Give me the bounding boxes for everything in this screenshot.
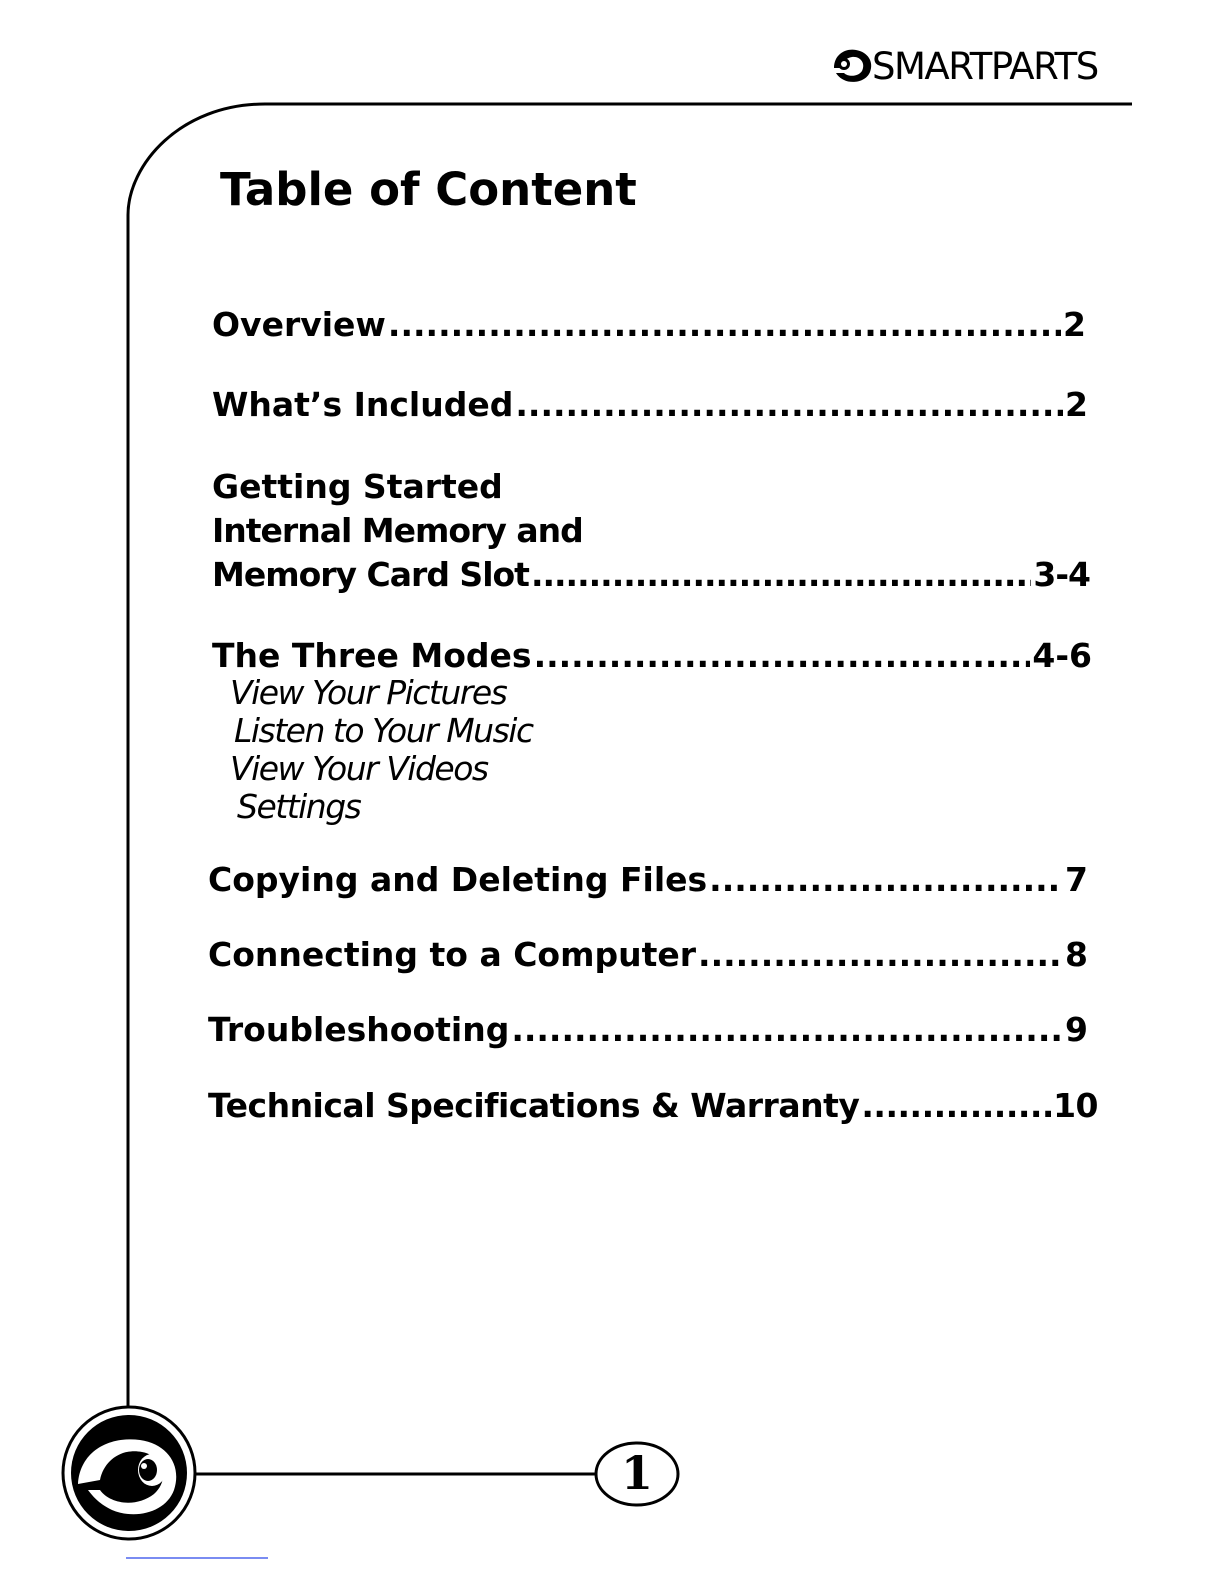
toc-entry-label: What’s Included (212, 385, 514, 424)
toc-entry-getting-started[interactable]: Getting Started (212, 467, 503, 506)
mode-item-videos[interactable]: View Your Videos (230, 749, 488, 788)
toc-entry-label: Memory Card Slot (212, 555, 529, 594)
toc-entry-tech-specs[interactable] (208, 1084, 1098, 1128)
dot-leader (531, 553, 1031, 597)
toc-entry-label: Connecting to a Computer (208, 935, 697, 974)
eye-icon (60, 1404, 198, 1542)
toc-entry-label: Overview (212, 305, 386, 344)
mode-item-music[interactable]: Listen to Your Music (234, 711, 533, 750)
link-underline (126, 1557, 268, 1559)
toc-entry-page: 8 (1065, 935, 1088, 974)
dot-leader (534, 634, 1031, 678)
toc-entry-copying-deleting[interactable] (208, 858, 1088, 902)
toc-entry-connecting[interactable] (208, 933, 1088, 977)
toc-entry-page: 9 (1065, 1010, 1088, 1049)
dot-leader (698, 933, 1063, 977)
toc-entry-page: 2 (1065, 385, 1088, 424)
toc-entry-page: 7 (1065, 860, 1088, 899)
page-title: Table of Content (220, 163, 637, 216)
toc-entry-label: Technical Specifications & Warranty (208, 1086, 860, 1125)
toc-entry-page: 4-6 (1032, 636, 1092, 675)
toc-entry-page: 10 (1053, 1086, 1098, 1125)
dot-leader (515, 383, 1063, 427)
page-number: 1 (620, 1446, 653, 1500)
toc-entry-troubleshooting[interactable] (208, 1008, 1088, 1052)
toc-entry-label: The Three Modes (212, 636, 532, 675)
eye-logo-icon (830, 46, 876, 86)
toc-entry-page: 2 (1063, 305, 1086, 344)
mode-item-settings[interactable]: Settings (237, 787, 361, 826)
dot-leader (861, 1084, 1051, 1128)
brand-header (830, 42, 1140, 92)
dot-leader (709, 858, 1063, 902)
brand-name: SMARTPARTS (872, 45, 1098, 88)
toc-entry-label: Troubleshooting (208, 1010, 510, 1049)
mode-item-pictures[interactable]: View Your Pictures (230, 673, 507, 712)
toc-entry-memory-card-slot[interactable] (212, 553, 1090, 597)
toc-entry-whats-included[interactable] (212, 383, 1088, 427)
toc-entry-label: Copying and Deleting Files (208, 860, 708, 899)
toc-entry-internal-memory: Internal Memory and (212, 511, 583, 550)
toc-entry-three-modes[interactable] (212, 634, 1092, 678)
toc-entry-page: 3-4 (1033, 555, 1090, 594)
toc-entry-overview[interactable] (212, 303, 1086, 347)
dot-leader (511, 1008, 1063, 1052)
dot-leader (388, 303, 1061, 347)
